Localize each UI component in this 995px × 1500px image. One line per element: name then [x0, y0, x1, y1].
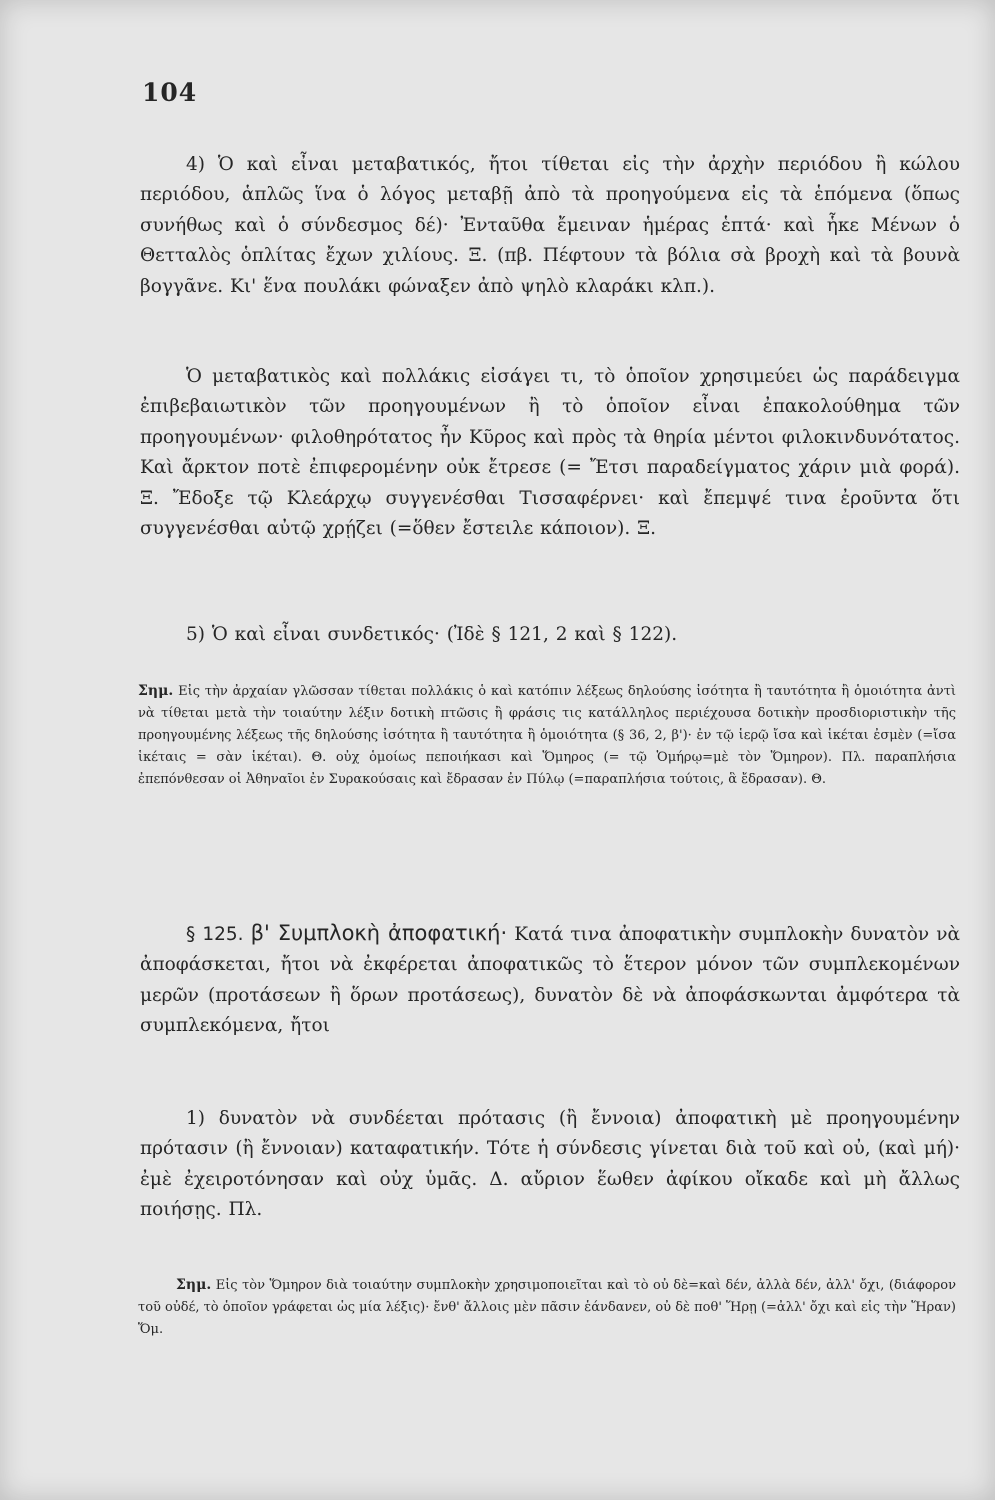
section-item-1 [140, 1104, 960, 1226]
paragraph-text: 5) Ὁ καὶ εἶναι συνδετικός· (Ἰδὲ § 121, 2 καὶ § 122). [186, 624, 678, 645]
section-body: Κατά τινα ἀποφατικὴν συμπλοκὴν δυνατὸν νὰ ἀποφάσκεται, ἤτοι νὰ ἐκφέρεται ἀποφατικῶς τὸ ἕτερον μόνον τῶν συμπλεκομένων μερῶν (προτάσεων ἢ ὅρων προτάσεως), δυνατὸν δὲ νὰ ἀποφάσκωνται ἀμφότερα τὰ συμπλεκόμενα, ἤτοι [140, 924, 960, 1037]
note-text: Εἰς τὸν Ὅμηρον διὰ τοιαύτην συμπλοκὴν χρησιμοποιεῖται καὶ τὸ οὐ δὲ=καὶ δέν, ἀλλὰ δέν, ἀλλ' ὄχι, (διάφορον τοῦ οὐδέ, τὸ ὁποῖον γράφεται ὡς μία λέξις)· ἔνθ' ἄλλοις μὲν πᾶσιν ἑάνδανεν, οὐ δὲ ποθ' Ἥρῃ (=ἀλλ' ὄχι καὶ εἰς τὴν Ἥραν) Ὅμ. [138, 1278, 956, 1337]
footnote-equality [138, 680, 956, 791]
paragraph-text: 4) Ὁ καὶ εἶναι μεταβατικός, ἤτοι τίθεται εἰς τὴν ἀρχὴν περιόδου ἢ κώλου περιόδου, ἁπλῶς ἵνα ὁ λόγος μεταβῇ ἀπὸ τὰ προηγούμενα εἰς τὰ ἑπόμενα (ὅπως συνήθως καὶ ὁ σύνδεσμος δέ)· Ἐνταῦθα ἔμειναν ἡμέρας ἑπτά· καὶ ἧκε Μένων ὁ Θετταλὸς ὁπλίτας ἔχων χιλίους. Ξ. (πβ. Πέφτουν τὰ βόλια σὰ βροχὴ καὶ τὰ βουνὰ βογγᾶνε. Κι' ἕνα πουλάκι φώναξεν ἀπὸ ψηλὸ κλαράκι κλπ.). [140, 154, 960, 297]
item-text: 1) δυνατὸν νὰ συνδέεται πρότασις (ἢ ἔννοια) ἀποφατικὴ μὲ προηγουμένην πρότασιν (ἢ ἔννοιαν) καταφατικήν. Τότε ἡ σύνδεσις γίνεται διὰ τοῦ καὶ οὐ, (καὶ μή)· ἐμὲ ἐχειροτόνησαν καὶ οὐχ ὑμᾶς. Δ. αὔριον ἕωθεν ἀφίκου οἴκαδε καὶ μὴ ἄλλως ποιήσῃς. Πλ. [140, 1108, 960, 1221]
paragraph-4-transitional [140, 150, 960, 302]
note-text: Εἰς τὴν ἀρχαίαν γλῶσσαν τίθεται πολλάκις ὁ καὶ κατόπιν λέξεως δηλούσης ἰσότητα ἢ ταυτότητα ἢ ὁμοιότητα ἀντὶ νὰ τίθεται μετὰ τὴν τοιαύτην λέξιν δοτικὴ πτῶσις ἢ φράσις τις κατάλληλος περιέχουσα δοτικὴν προσδιοριστικὴν τῆς προηγουμένης λέξεως τῆς δηλούσης ἰσότητα ἢ ταυτότητα ἢ ὁμοιότητα (§ 36, 2, β')· ἐν τῷ ἱερῷ ἴσα καὶ ἱκέται ἐσμὲν (=ἴσα ἱκέταις = σὰν ἱκέται). Θ. οὐχ ὁμοίως πεποιήκασι καὶ Ὅμηρος (= τῷ Ὁμήρῳ=μὲ τὸν Ὅμηρον). Πλ. παραπλήσια ἐπεπόνθεσαν οἱ Ἀθηναῖοι ἐν Συρακούσαις καὶ ἔδρασαν ἐν Πύλῳ (=παραπλήσια τούτοις, ἃ ἔδρασαν). Θ. [138, 684, 956, 787]
page-number: 104 [142, 78, 198, 107]
paragraph-transitional-examples [140, 362, 960, 544]
note-label: Σημ. [176, 1277, 212, 1293]
paragraph-5-connective [140, 620, 960, 650]
footnote-homer [138, 1274, 956, 1341]
paragraph-text: Ὁ μεταβατικὸς καὶ πολλάκις εἰσάγει τι, τὸ ὁποῖον χρησιμεύει ὡς παράδειγμα ἐπιβεβαιωτικὸν τῶν προηγουμένων ἢ τὸ ὁποῖον εἶναι ἐπακολούθημα τῶν προηγουμένων· φιλοθηρότατος ἦν Κῦρος καὶ πρὸς τὰ θηρία μέντοι φιλοκινδυνότατος. Καὶ ἄρκτον ποτὲ ἐπιφερομένην οὐκ ἔτρεσε (= Ἔτσι παραδείγματος χάριν μιὰ φορά). Ξ. Ἔδοξε τῷ Κλεάρχῳ συγγενέσθαι Τισσαφέρνει· καὶ ἔπεμψέ τινα ἐροῦντα ὅτι συγγενέσθαι αὐτῷ χρῄζει (=ὅθεν ἔστειλε κάποιον). Ξ. [140, 366, 960, 540]
section-number: § 125. [186, 924, 244, 945]
note-label: Σημ. [138, 683, 174, 699]
section-125 [140, 918, 960, 1042]
section-title: β' Συμπλοκὴ ἀποφατική· [250, 921, 508, 945]
